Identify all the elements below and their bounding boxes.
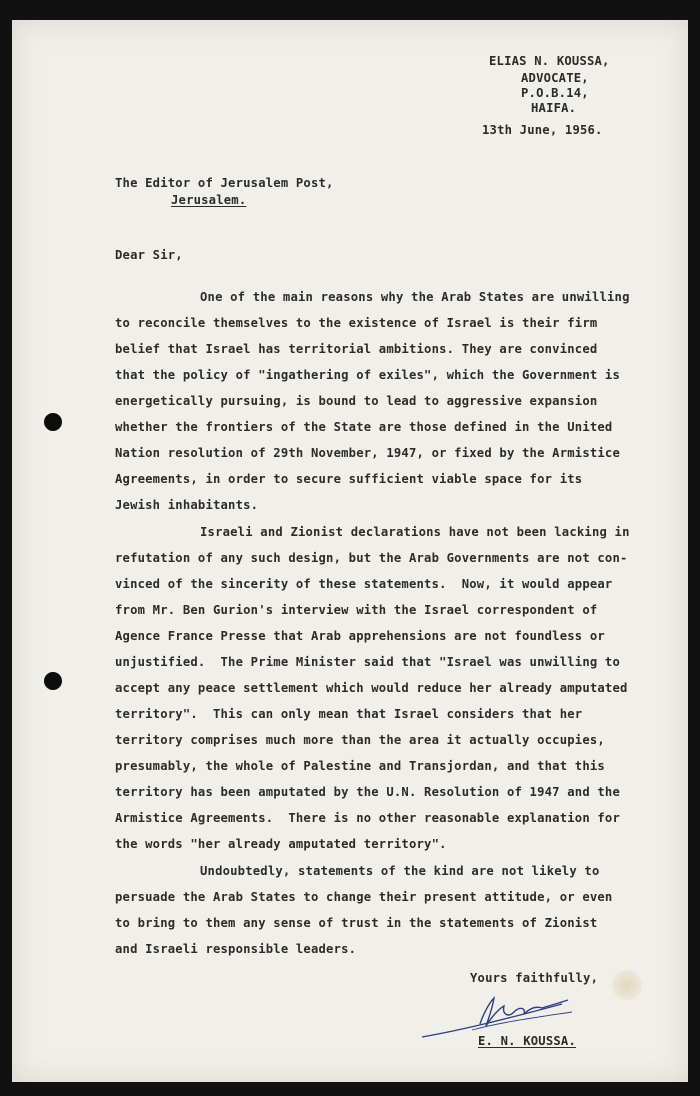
body-line: to reconcile themselves to the existence of Israel is their firm (115, 316, 598, 330)
letter-date: 13th June, 1956. (482, 123, 603, 137)
body-line: Undoubtedly, statements of the kind are not likely to (200, 864, 600, 878)
paper-stain (612, 970, 642, 1000)
letterhead-city: HAIFA. (531, 101, 577, 115)
body-line: and Israeli responsible leaders. (115, 942, 357, 956)
body-line: belief that Israel has territorial ambitions. They are convinced (115, 342, 598, 356)
recipient-line-1: The Editor of Jerusalem Post, (115, 176, 334, 190)
letterhead-name: ELIAS N. KOUSSA, (489, 54, 610, 68)
body-line: territory has been amputated by the U.N. Resolution of 1947 and the (115, 785, 621, 799)
body-line: territory comprises much more than the area it actually occupies, (115, 733, 605, 747)
letter-page (12, 20, 688, 1082)
body-line: One of the main reasons why the Arab States are unwilling (200, 290, 630, 304)
body-line: unjustified. The Prime Minister said that "Israel was unwilling to (115, 655, 621, 669)
body-line: Jewish inhabitants. (115, 498, 259, 512)
closing: Yours faithfully, (470, 971, 599, 985)
body-line: Armistice Agreements. There is no other reasonable explanation for (115, 811, 621, 825)
body-line: Agreements, in order to secure sufficient viable space for its (115, 472, 583, 486)
punch-hole-top (44, 413, 62, 431)
body-line: the words "her already amputated territory". (115, 837, 447, 851)
punch-hole-bottom (44, 672, 62, 690)
body-line: Israeli and Zionist declarations have not been lacking in (200, 525, 630, 539)
body-line: refutation of any such design, but the Arab Governments are not con- (115, 551, 628, 565)
body-line: presumably, the whole of Palestine and Transjordan, and that this (115, 759, 605, 773)
letterhead-pob: P.O.B.14, (521, 86, 589, 100)
body-line: that the policy of "ingathering of exiles", which the Government is (115, 368, 621, 382)
body-line: from Mr. Ben Gurion's interview with the Israel correspondent of (115, 603, 598, 617)
handwritten-signature (412, 982, 602, 1042)
signature-name: E. N. KOUSSA. (478, 1034, 576, 1048)
body-line: accept any peace settlement which would reduce her already amputated (115, 681, 628, 695)
body-line: territory". This can only mean that Israel considers that her (115, 707, 583, 721)
body-line: energetically pursuing, is bound to lead to aggressive expansion (115, 394, 598, 408)
body-line: persuade the Arab States to change their present attitude, or even (115, 890, 613, 904)
recipient-line-2: Jerusalem. (171, 193, 247, 207)
salutation: Dear Sir, (115, 248, 183, 262)
body-line: to bring to them any sense of trust in the statements of Zionist (115, 916, 598, 930)
body-line: Agence France Presse that Arab apprehensions are not foundless or (115, 629, 605, 643)
body-line: vinced of the sincerity of these statements. Now, it would appear (115, 577, 613, 591)
body-line: whether the frontiers of the State are those defined in the United (115, 420, 613, 434)
body-line: Nation resolution of 29th November, 1947, or fixed by the Armistice (115, 446, 621, 460)
letterhead-title: ADVOCATE, (521, 71, 589, 85)
